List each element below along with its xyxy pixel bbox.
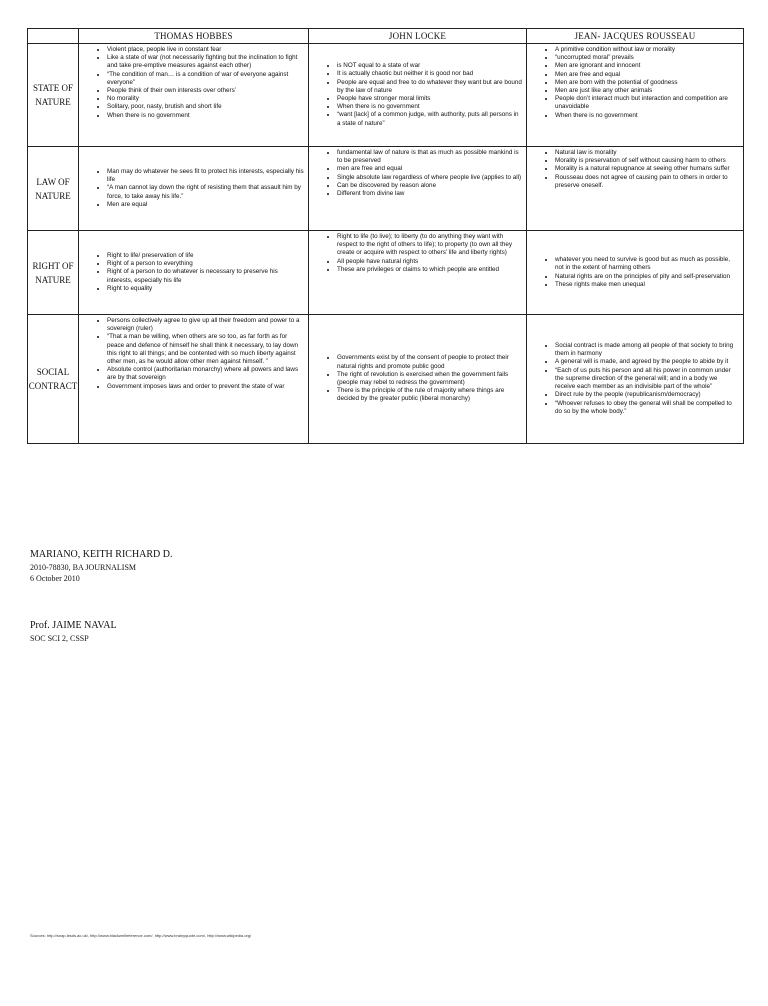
table-row [28, 147, 744, 231]
cell-locke [309, 44, 527, 147]
header-hobbes: THOMAS HOBBES [79, 29, 309, 44]
list-item: • “Each of us puts his person and all his power in common under the supreme direction of the general will; and in a body we receive each member as an indivisible part of the whole” [555, 367, 739, 392]
list-item: • Violent place, people live in constant fear [107, 46, 304, 54]
cell-locke [309, 315, 527, 444]
cell-locke [309, 231, 527, 315]
list-item: • Natural rights are on the principles of pity and self-preservation [555, 273, 739, 281]
list-item: • Right to life (to live); to liberty (to do anything they want with respect to the right of others to life); to property (to own all they create or acquire with respect to others’ life and liberty rights) [337, 233, 522, 258]
list-item: • is NOT equal to a state of war [337, 62, 522, 70]
cell-locke [309, 147, 527, 231]
list-item: • When there is no government [337, 103, 522, 111]
list-item: • “The condition of man… is a condition of war of everyone against everyone” [107, 71, 304, 87]
table-row [28, 315, 744, 444]
cell-rousseau [527, 315, 744, 444]
list-item: • No morality [107, 95, 304, 103]
list-item: • Persons collectively agree to give up all their freedom and power to a sovereign (ruler) [107, 317, 304, 333]
bullet-list [79, 317, 308, 391]
bullet-list [527, 149, 743, 190]
table-row [28, 44, 744, 147]
list-item: • Right of a person to everything [107, 260, 304, 268]
list-item: • These rights make men unequal [555, 281, 739, 289]
bullet-list [527, 46, 743, 120]
list-item: • When there is no government [555, 112, 739, 120]
header-locke: JOHN LOCKE [309, 29, 527, 44]
course-name: SOC SCI 2, CSSP [30, 634, 89, 643]
cell-rousseau [527, 231, 744, 315]
list-item: • These are privileges or claims to which people are entitled [337, 266, 522, 274]
author-name: MARIANO, KEITH RICHARD D. [30, 549, 173, 560]
bullet-list [79, 46, 308, 120]
list-item: • Right to life/ preservation of life [107, 252, 304, 260]
list-item: • When there is no government [107, 112, 304, 120]
header-row [28, 29, 744, 44]
list-item: • Government imposes laws and order to prevent the state of war [107, 383, 304, 391]
cell-hobbes [79, 147, 309, 231]
list-item: • Men are ignorant and innocent [555, 62, 739, 70]
cell-hobbes [79, 44, 309, 147]
row-label: SOCIAL CONTRACT [28, 315, 79, 444]
header-blank [28, 29, 79, 44]
list-item: • Single absolute law regardless of where people live (applies to all) [337, 174, 522, 182]
bullet-list [309, 62, 526, 128]
cell-rousseau [527, 147, 744, 231]
row-label: LAW OF NATURE [28, 147, 79, 231]
list-item: • “want [lack] of a common judge, with authority, puts all persons in a state of nature” [337, 111, 522, 127]
cell-hobbes [79, 231, 309, 315]
author-id-course: 2010-78830, BA JOURNALISM [30, 563, 137, 572]
bullet-list [527, 342, 743, 416]
list-item: • “uncorrupted moral” prevails [555, 54, 739, 62]
row-label: RIGHT OF NATURE [28, 231, 79, 315]
list-item: • Rousseau does not agree of causing pain to others in order to preserve oneself. [555, 174, 739, 190]
list-item: • Solitary, poor, nasty, brutish and short life [107, 103, 304, 111]
list-item: • Governments exist by of the consent of people to protect their natural rights and promote public good [337, 354, 522, 370]
list-item: • Men are equal [107, 201, 304, 209]
sources-footnote: Sources: http://snap.lesds.ac.uk/, http://www.blackwellreference.com/, http://www.brainyquote.com/, http://www.wikipedia.org/ [30, 933, 252, 938]
table-row [28, 231, 744, 315]
bullet-list [309, 354, 526, 403]
list-item: • People have stronger moral limits [337, 95, 522, 103]
list-item: • All people have natural rights [337, 258, 522, 266]
bullet-list [79, 168, 308, 209]
list-item: • “Whoever refuses to obey the general will shall be compelled to do so by the whole body.” [555, 400, 739, 416]
list-item: • Men are just like any other animals [555, 87, 739, 95]
bullet-list [79, 252, 308, 293]
bullet-list [527, 256, 743, 289]
list-item: • Men are free and equal [555, 71, 739, 79]
list-item: • Absolute control (authoritarian monarchy) where all powers and laws are by that sovereign [107, 366, 304, 382]
list-item: • Direct rule by the people (republicanism/democracy) [555, 391, 739, 399]
list-item: • “A man cannot lay down the right of resisting them that assault him by force, to take away his life.” [107, 184, 304, 200]
cell-rousseau [527, 44, 744, 147]
list-item: • men are free and equal [337, 165, 522, 173]
list-item: • fundamental law of nature is that as much as possible mankind is to be preserved [337, 149, 522, 165]
author-date: 6 October 2010 [30, 574, 80, 583]
list-item: • Morality is a natural repugnance at seeing other humans suffer [555, 165, 739, 173]
comparison-table [27, 28, 744, 444]
list-item: • Social contract is made among all people of that society to bring them in harmony [555, 342, 739, 358]
professor-name: Prof. JAIME NAVAL [30, 620, 117, 631]
list-item: • “That a man be willing, when others are so too, as far forth as for peace and defence of himself he shall think it necessary, to lay down this right to all things; and be contented with so much liberty against other men, as he would allow other men against himself. ” [107, 333, 304, 366]
list-item: • whatever you need to survive is good but as much as possible, not in the extent of harming others [555, 256, 739, 272]
header-rousseau: JEAN- JACQUES ROUSSEAU [527, 29, 744, 44]
list-item: • Natural law is morality [555, 149, 739, 157]
list-item: • The right of revolution is exercised when the government fails (people may rebel to redress the government) [337, 371, 522, 387]
list-item: • Can be discovered by reason alone [337, 182, 522, 190]
list-item: • Morality is preservation of self without causing harm to others [555, 157, 739, 165]
list-item: • Right of a person to do whatever is necessary to preserve his interests, especially his life [107, 268, 304, 284]
list-item: • Right to equality [107, 285, 304, 293]
list-item: • Men are born with the potential of goodness [555, 79, 739, 87]
cell-hobbes [79, 315, 309, 444]
list-item: • Different from divine law [337, 190, 522, 198]
list-item: • A primitive condition without law or morality [555, 46, 739, 54]
list-item: • It is actually chaotic but neither it is good nor bad [337, 70, 522, 78]
list-item: • Man may do whatever he sees fit to protect his interests, especially his life [107, 168, 304, 184]
bullet-list [309, 149, 526, 198]
list-item: • People don’t interact much but interaction and competition are unavoidable [555, 95, 739, 111]
list-item: • A general will is made, and agreed by the people to abide by it [555, 358, 739, 366]
list-item: • Like a state of war (not necessarily fighting but the inclination to fight and take pre-emptive measures against each other) [107, 54, 304, 70]
row-label: STATE OF NATURE [28, 44, 79, 147]
bullet-list [309, 233, 526, 274]
list-item: • People think of their own interests over others’ [107, 87, 304, 95]
list-item: • People are equal and free to do whatever they want but are bound by the law of nature [337, 79, 522, 95]
list-item: • There is the principle of the rule of majority where things are decided by the greater public (liberal monarchy) [337, 387, 522, 403]
